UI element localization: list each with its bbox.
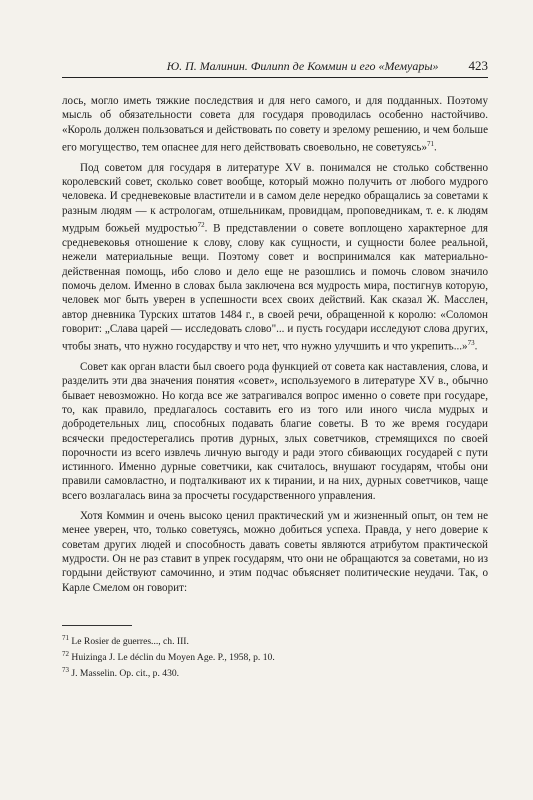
footnote: $^{71}$ Le Rosier de guerres..., ch. III. — [62, 633, 189, 648]
footnote-divider — [62, 625, 132, 626]
paragraph: лось, могло иметь тяжкие последствия и для него самого, и для подданных. Поэтому мысль об обязательности совета для государя проводилась особенно настойчиво. «Король должен пользоваться и действовать по совету и зрелому решению, и чем больше его могущество, тем опаснее для него действовать своевольно, не советуясь»$^{71}$. — [62, 95, 488, 154]
paragraph: Хотя Коммин и очень высоко ценил практический ум и жизненный опыт, он тем не менее уверен, что, только советуясь, можно добиться успеха. Правда, у него доверие к советам других людей и способность давать советы являются атрибутом практической мудрости. Он не раз ставит в упрек государям, что они не обращаются за советами, но из гордыни действуют самочинно, и этим подчас объясняет политические неудачи. Так, о Карле Смелом он говорит: — [62, 510, 488, 594]
running-header — [62, 58, 488, 78]
footnote: $^{73}$ J. Masselin. Op. cit., p. 430. — [62, 666, 180, 680]
paragraph: Совет как орган власти был своего рода функцией от совета как наставления, слова, и разделить эти два значения понятия «совет», используемого в литературе XV в., обычно бывает невозможно. Но когда все же затрагивался вопрос именно о совете при государе, то, как правило, предлагалось составить его из того или иного числа мудрых и добродетельных лиц, способных подавать благие советы. В то же время государи всячески предостерегались против дурных, злых советчиков, стремящихся по своей порочности из всего извлечь личную выгоду и ради этого сбивающих государей с пути истинного. Именно дурные советчики, как считалось, внушают государям, чтобы они правили самовластно, и подталкивают их к тирании, и на них, дурных советчиков, чаще всего возлагалась вина за просчеты государственного управления. — [62, 361, 488, 502]
footnote-ref: 73 — [467, 339, 475, 348]
page-number: 423 — [468, 58, 488, 73]
footnotes — [62, 632, 488, 681]
footnote-ref: 71 — [427, 139, 435, 148]
main-text — [62, 94, 488, 595]
book-page — [62, 58, 488, 680]
footnote: $^{72}$ Huizinga J. Le déclin du Moyen Age. P., 1958, p. 10. — [62, 650, 275, 664]
running-title: Ю. П. Малинин. Филипп де Коммин и его «Мемуары» — [166, 59, 439, 73]
paragraph: Под советом для государя в литературе XV в. понимался не столько собственно королевский совет, сколько совет вообще, который можно получить от любого мудрого человека. И средневековые властители и в самом деле нередко обращались за советами к разным людям — к астрологам, отшельникам, провидцам, проповедникам, т. е. к людям мудрым божьей мудростью$^{72}$. В представлении о совете воплощено характерное для средневековья отношение к слову, слову как сущности, и сущности более реальной, нежели материальные вещи. Поэтому совет и воспринимался как материально-действенная помощь, ибо слово и дело еще не разошлись и помочь словом значило помочь делом. Именно в словах была заключена вся мудрость мира, постигнув которую, человек мог быть уверен в успешности всех своих действий. Как сказал Ж. Масслен, автор дневника Турских штатов 1484 г., в своей речи, обращенной к королю: «Соломон говорит: „Слава царей — исследовать слово"... и пусть государи исследуют слова других, чтобы знать, что нужно государству и что нет, что нужно улучшить и что укрепить...»$^{73}$. — [62, 161, 488, 353]
footnote-ref: 72 — [197, 221, 205, 230]
